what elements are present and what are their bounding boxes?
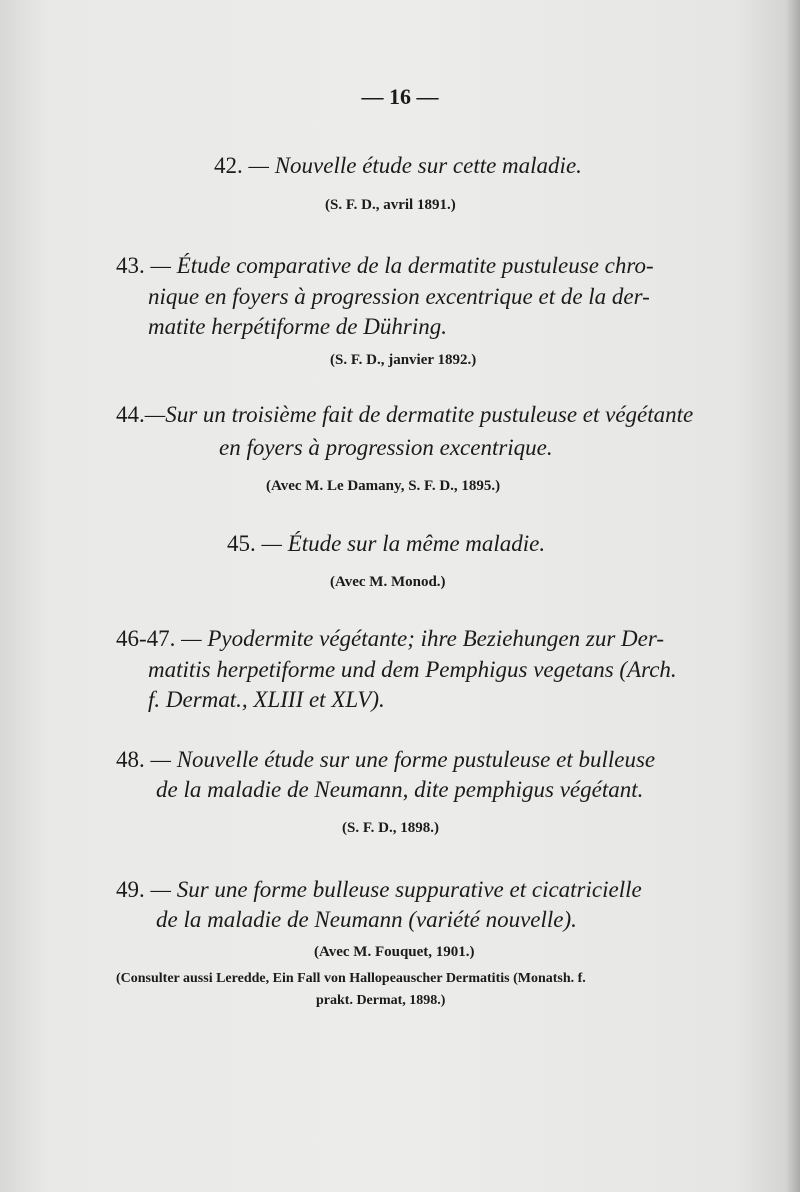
entry-42-title: 42. — Nouvelle étude sur cette maladie. (214, 153, 582, 178)
entry-44-title-line-2: en foyers à progression excentrique. (219, 435, 553, 460)
entry-48-title-line-2: de la maladie de Neumann, dite pemphigus végétant. (156, 777, 644, 802)
page-edge-shadow (786, 0, 800, 1192)
entry-43-title-line-3: matite herpétiforme de Dühring. (148, 314, 447, 339)
entry-49-title-line-1: 49. — Sur une forme bulleuse suppurative et cicatricielle (116, 877, 642, 902)
entry-44-source: (Avec M. Le Damany, S. F. D., 1895.) (266, 478, 501, 494)
entry-43-title-line-2: nique en foyers à progression excentrique et de la der- (148, 284, 650, 309)
page-number: — 16 — (361, 84, 439, 109)
entry-46-47-title-line-1: 46-47. — Pyodermite végétante; ihre Beziehungen zur Der- (116, 626, 664, 651)
entry-49-source: (Avec M. Fouquet, 1901.) (314, 944, 475, 960)
entry-44-title-line-1: 44.—Sur un troisième fait de dermatite pustuleuse et végétante (116, 402, 694, 427)
entry-43-title-line-1: 43. — Étude comparative de la dermatite pustuleuse chro- (116, 253, 654, 278)
entry-49-note-line-1: (Consulter aussi Leredde, Ein Fall von Hallopeauscher Dermatitis (Monatsh. f. (116, 971, 586, 986)
entry-43-source: (S. F. D., janvier 1892.) (330, 352, 477, 368)
entry-48-source: (S. F. D., 1898.) (342, 820, 439, 836)
entry-49-note-line-2: prakt. Dermat, 1898.) (316, 993, 446, 1008)
entry-45-source: (Avec M. Monod.) (330, 574, 446, 590)
entry-46-47-title-line-3: f. Dermat., XLIII et XLV). (148, 687, 385, 712)
entry-45-title: 45. — Étude sur la même maladie. (227, 531, 546, 556)
entry-49-title-line-2: de la maladie de Neumann (variété nouvelle). (156, 907, 577, 932)
entry-46-47-title-line-2: matitis herpetiforme und dem Pemphigus vegetans (Arch. (148, 657, 677, 682)
entry-48-title-line-1: 48. — Nouvelle étude sur une forme pustuleuse et bulleuse (116, 747, 656, 772)
entry-42-source: (S. F. D., avril 1891.) (325, 197, 456, 213)
